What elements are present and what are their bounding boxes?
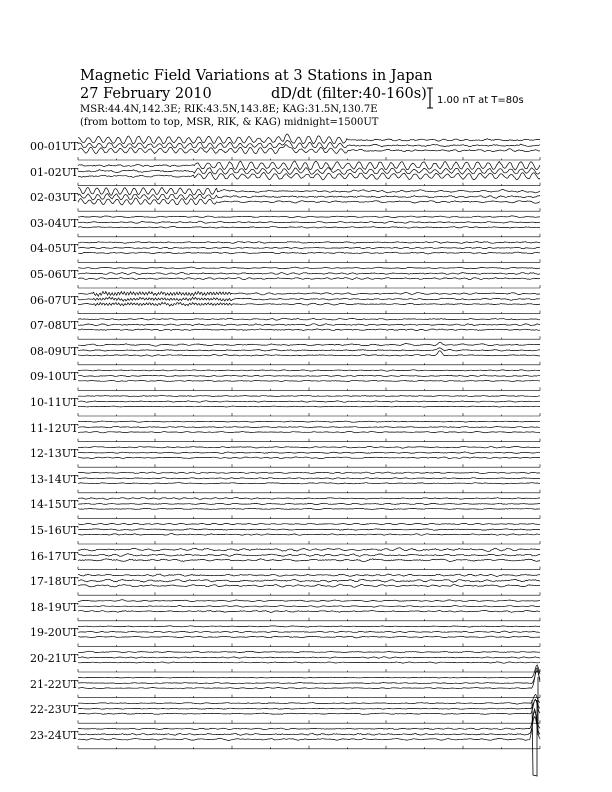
trace-msr bbox=[78, 198, 540, 205]
trace-kag bbox=[78, 188, 540, 196]
hour-label: 08-09UT bbox=[30, 344, 79, 358]
trace-group bbox=[78, 134, 540, 776]
trace-kag bbox=[78, 523, 540, 524]
trace-rik bbox=[78, 221, 540, 223]
trace-rik bbox=[78, 579, 540, 582]
trace-rik bbox=[78, 401, 540, 402]
trace-kag bbox=[78, 318, 540, 320]
trace-msr bbox=[78, 610, 540, 612]
trace-msr bbox=[78, 432, 540, 433]
trace-rik bbox=[78, 324, 540, 326]
trace-rik bbox=[78, 452, 540, 454]
trace-kag bbox=[78, 342, 540, 346]
trace-rik bbox=[78, 606, 540, 608]
hour-label: 02-03UT bbox=[30, 191, 79, 205]
trace-msr bbox=[78, 559, 540, 562]
trace-kag bbox=[78, 574, 540, 577]
trace-kag bbox=[78, 497, 540, 499]
station-coordinates: MSR:44.4N,142.3E; RIK:43.5N,143.8E; KAG:31.5N,130.7E bbox=[80, 104, 378, 115]
trace-rik bbox=[78, 427, 540, 428]
hour-label: 14-15UT bbox=[30, 498, 79, 512]
trace-kag bbox=[78, 600, 540, 602]
component-filter: dD/dt (filter:40-160s) bbox=[271, 86, 427, 102]
hour-label: 00-01UT bbox=[30, 140, 79, 153]
hour-label: 09-10UT bbox=[30, 370, 79, 384]
trace-msr bbox=[78, 226, 540, 228]
hour-label: 06-07UT bbox=[30, 293, 79, 307]
hour-label: 03-04UT bbox=[30, 216, 79, 230]
scale-bar bbox=[427, 88, 433, 108]
trace-kag bbox=[78, 291, 540, 296]
hour-label: 05-06UT bbox=[30, 268, 79, 281]
hour-label: 22-23UT bbox=[30, 703, 79, 717]
trace-kag bbox=[78, 267, 540, 269]
chart-title: Magnetic Field Variations at 3 Stations in Japan bbox=[80, 68, 433, 84]
trace-rik bbox=[78, 657, 540, 659]
trace-kag bbox=[78, 161, 540, 170]
trace-rik bbox=[78, 529, 540, 531]
hour-label: 12-13UT bbox=[30, 447, 79, 461]
trace-rik bbox=[78, 247, 540, 249]
trace-msr bbox=[78, 534, 540, 536]
trace-msr bbox=[78, 483, 540, 484]
trace-kag bbox=[78, 651, 540, 653]
hour-label: 04-05UT bbox=[30, 242, 79, 256]
hour-label: 20-21UT bbox=[30, 652, 79, 665]
hour-label: 16-17UT bbox=[30, 549, 79, 563]
trace-rik bbox=[78, 717, 540, 736]
trace-msr bbox=[78, 278, 540, 280]
chart-date: 27 February 2010 bbox=[80, 86, 212, 102]
trace-rik bbox=[78, 375, 540, 377]
trace-rik bbox=[78, 503, 540, 504]
trace-rik bbox=[78, 478, 540, 479]
trace-msr bbox=[78, 145, 540, 154]
trace-rik bbox=[78, 554, 540, 557]
trace-msr bbox=[78, 380, 540, 381]
trace-msr bbox=[78, 636, 540, 638]
trace-kag bbox=[78, 626, 540, 628]
hour-label: 10-11UT bbox=[30, 396, 79, 409]
hour-label: 19-20UT bbox=[30, 626, 79, 640]
trace-msr bbox=[78, 699, 540, 714]
trace-kag bbox=[78, 216, 540, 218]
trace-msr bbox=[78, 172, 540, 180]
hour-label: 13-14UT bbox=[30, 472, 79, 486]
hour-label: 01-02UT bbox=[30, 165, 79, 179]
trace-msr bbox=[78, 406, 540, 407]
trace-msr bbox=[78, 662, 540, 663]
trace-msr bbox=[78, 329, 540, 331]
trace-kag bbox=[78, 421, 540, 422]
hour-label: 23-24UT bbox=[30, 728, 79, 742]
scale-label: 1.00 nT at T=80s bbox=[437, 95, 524, 106]
hour-label: 17-18UT bbox=[30, 575, 79, 589]
trace-rik bbox=[78, 348, 540, 351]
trace-msr bbox=[78, 584, 540, 587]
station-order-note: (from bottom to top, MSR, RIK, & KAG) midnight=1500UT bbox=[80, 117, 379, 128]
trace-rik bbox=[78, 297, 540, 301]
trace-msr bbox=[78, 351, 540, 356]
trace-kag bbox=[78, 446, 540, 448]
hour-label: 18-19UT bbox=[30, 600, 79, 614]
trace-msr bbox=[78, 457, 540, 459]
hour-label: 07-08UT bbox=[30, 319, 79, 333]
trace-rik bbox=[78, 140, 540, 149]
trace-msr bbox=[78, 302, 540, 306]
trace-kag bbox=[78, 396, 540, 397]
hour-label: 21-22UT bbox=[30, 677, 79, 691]
trace-kag bbox=[78, 134, 540, 144]
hour-label: 11-12UT bbox=[30, 421, 79, 435]
trace-rik bbox=[78, 194, 540, 201]
trace-kag bbox=[78, 472, 540, 474]
trace-msr bbox=[78, 252, 540, 254]
hour-label: 15-16UT bbox=[30, 524, 79, 537]
trace-kag bbox=[78, 242, 540, 244]
trace-rik bbox=[78, 700, 540, 710]
trace-kag bbox=[78, 370, 540, 372]
trace-kag bbox=[78, 548, 540, 552]
trace-rik bbox=[78, 631, 540, 633]
trace-rik bbox=[78, 273, 540, 275]
trace-msr bbox=[78, 508, 540, 509]
